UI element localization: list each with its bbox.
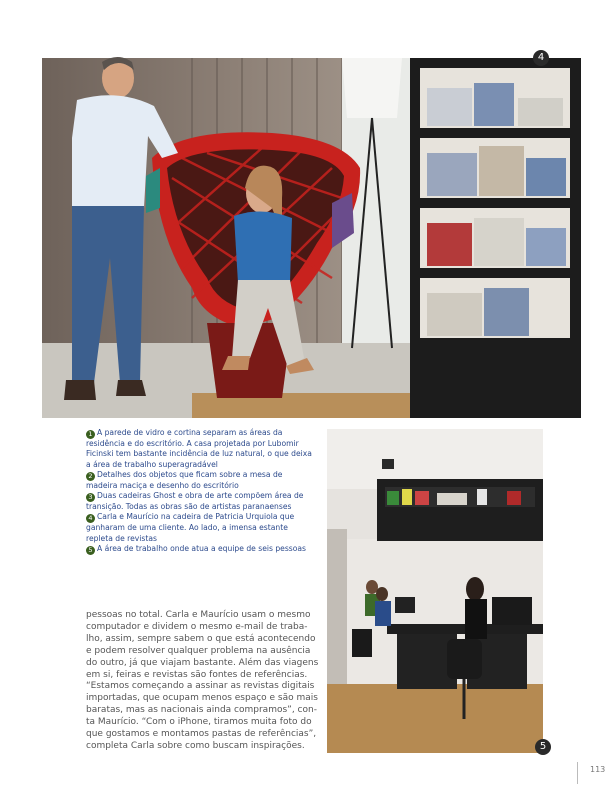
body-line: completa Carla sobre como buscam inspirações. bbox=[86, 740, 305, 751]
body-line: ta Maurício. “Com o iPhone, tiramos muita foto do bbox=[86, 717, 312, 728]
article-body-text bbox=[86, 610, 319, 753]
body-line: em si, feiras e revistas são fontes de referências. bbox=[86, 669, 308, 680]
page-number-divider bbox=[577, 762, 578, 784]
body-line: importadas, que ocupam menos espaço e são mais bbox=[86, 693, 318, 704]
body-line: do outro, já que viajam bastante. Além das viagens bbox=[86, 657, 319, 668]
body-line: e podem resolver qualquer problema na ausência bbox=[86, 645, 311, 656]
body-line: que gostamos e montamos pastas de referências”, bbox=[86, 729, 317, 740]
body-line: baratas, mas as nacionais ainda compramos”, con- bbox=[86, 705, 317, 716]
office-photo bbox=[327, 429, 547, 753]
photo-number-badge: 5 bbox=[535, 739, 551, 755]
body-line: “Estamos começando a assinar as revistas digitais bbox=[86, 681, 315, 692]
caption-item: 1 A parede de vidro e cortina separam as áreas da residência e do escritório. A casa projetada por Lubomir Ficinski tem bastante incidência de luz natural, o que deixa a área de trabalho superagradável bbox=[86, 428, 312, 469]
caption-item: 4 Carla e Maurício na cadeira de Patricia Urquiola que ganharam de uma cliente. Ao lado, a imensa estante repleta de revistas bbox=[86, 512, 295, 543]
body-line: lho, assim, sempre sabem o que está acontecendo bbox=[86, 633, 316, 644]
page-number: 113 bbox=[590, 765, 606, 774]
photo-captions bbox=[86, 428, 316, 555]
caption-item: 5 A área de trabalho onde atua a equipe de seis pessoas bbox=[86, 544, 316, 555]
main-photo-couple-in-chair bbox=[42, 52, 581, 418]
caption-item: 3 Duas cadeiras Ghost e obra de arte compõem área de transição. Todas as obras são de artistas paranaenses bbox=[86, 491, 304, 512]
body-line: computador e dividem o mesmo e-mail de traba- bbox=[86, 621, 308, 632]
photo-number-badge: 4 bbox=[533, 50, 549, 66]
body-line: pessoas no total. Carla e Maurício usam o mesmo bbox=[86, 610, 311, 620]
caption-item: 2 Detalhes dos objetos que ficam sobre a mesa de madeira maciça e desenho do escritório bbox=[86, 469, 283, 490]
